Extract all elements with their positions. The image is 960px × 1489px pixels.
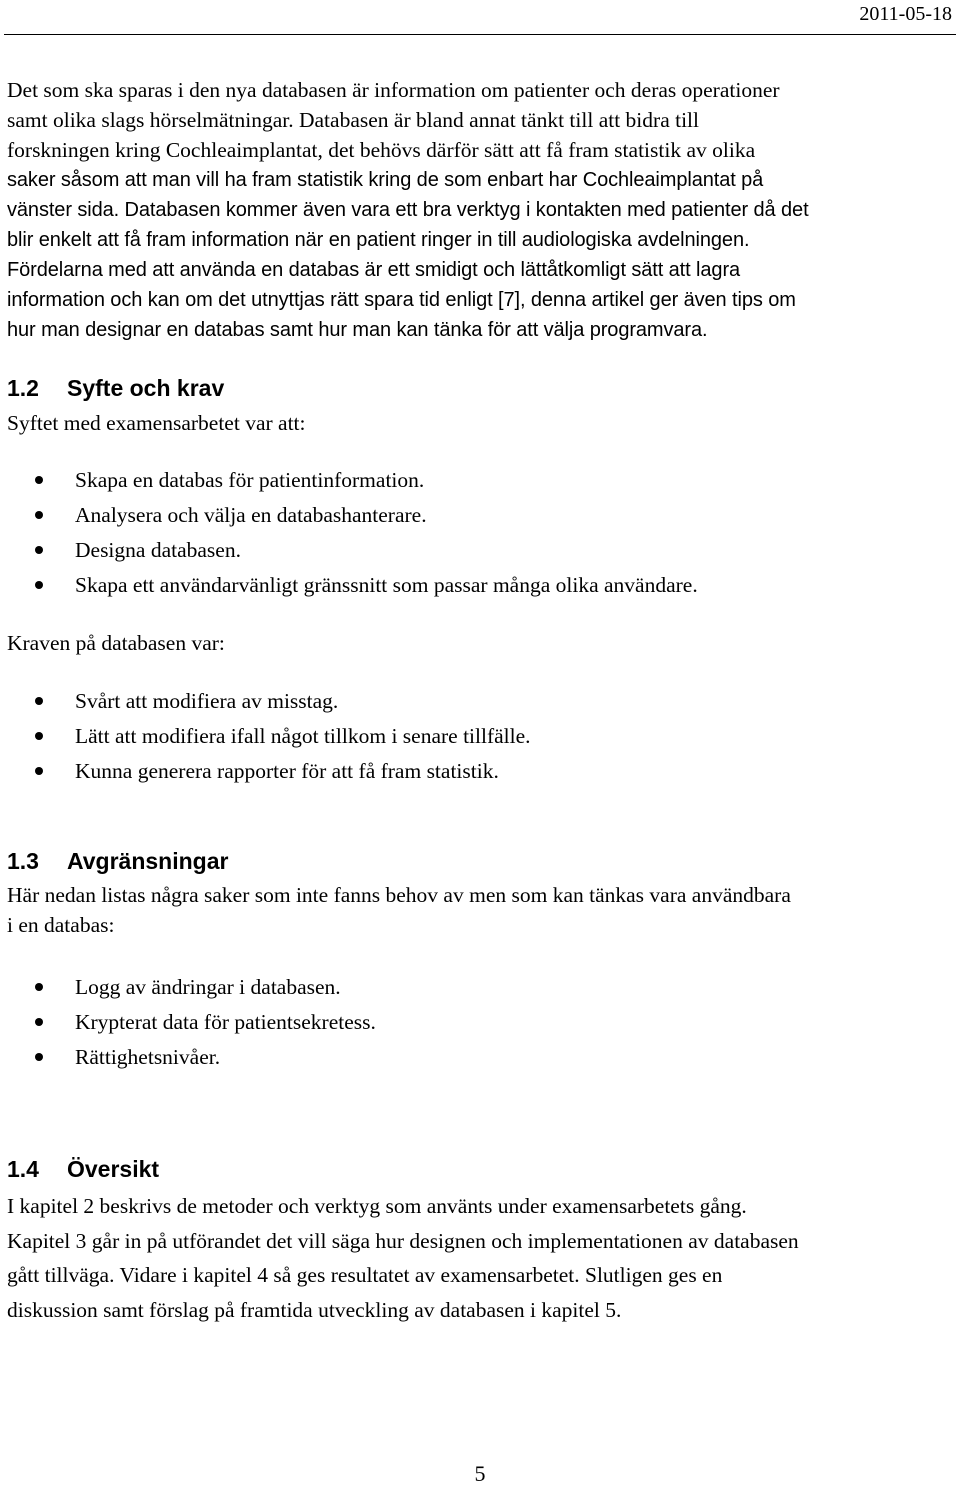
requirements-intro — [7, 628, 950, 658]
goals-list — [0, 465, 698, 605]
requirements-list — [0, 686, 531, 791]
section-1-4-paragraph — [7, 1189, 950, 1327]
list-item-text: Kunna generera rapporter för att få fram statistik. — [75, 759, 499, 783]
bullet-icon — [35, 697, 43, 705]
list-item — [0, 465, 698, 500]
list-item — [0, 756, 531, 791]
intro-line: information och kan om det utnyttjas rätt spara tid enligt [7], denna artikel ger även tips om — [7, 289, 796, 311]
bullet-icon — [35, 1018, 43, 1026]
paragraph-line: Syftet med examensarbetet var att: — [7, 411, 306, 435]
paragraph-line: Kapitel 3 går in på utförandet det vill säga hur designen och implementationen av databasen — [7, 1228, 799, 1253]
list-item-text: Skapa ett användarvänligt gränssnitt som passar många olika användare. — [75, 573, 698, 597]
bullet-icon — [35, 546, 43, 554]
bullet-icon — [35, 581, 43, 589]
section-number: 1.2 — [7, 375, 39, 401]
list-item-text: Analysera och välja en databashanterare. — [75, 503, 427, 527]
intro-line: vänster sida. Databasen kommer även vara ett bra verktyg i kontakten med patienter då det — [7, 199, 809, 221]
list-item — [0, 500, 698, 535]
section-title: Översikt — [67, 1156, 160, 1182]
bullet-icon — [35, 1053, 43, 1061]
list-item-text: Logg av ändringar i databasen. — [75, 975, 341, 999]
paragraph-line: I kapitel 2 beskrivs de metoder och verktyg som använts under examensarbetets gång. — [7, 1194, 747, 1218]
list-item — [0, 972, 376, 1007]
page-number: 5 — [474, 1461, 486, 1486]
list-item — [0, 1042, 376, 1077]
list-item — [0, 686, 531, 721]
list-item — [0, 721, 531, 756]
list-item — [0, 570, 698, 605]
section-title: Avgränsningar — [67, 848, 229, 874]
section-number: 1.3 — [7, 848, 39, 874]
paragraph-line: i en databas: — [7, 913, 115, 937]
bullet-icon — [35, 476, 43, 484]
intro-line: blir enkelt att få fram information när en patient ringer in till audiologiska avdelningen. — [7, 229, 750, 251]
list-item-text: Krypterat data för patientsekretess. — [75, 1010, 376, 1034]
bullet-icon — [35, 983, 43, 991]
paragraph-line: Här nedan listas några saker som inte fanns behov av men som kan tänkas vara användbara — [7, 883, 791, 907]
section-heading-1-3 — [7, 846, 228, 876]
paragraph-line: Kraven på databasen var: — [7, 631, 225, 655]
paragraph-line: diskussion samt förslag på framtida utveckling av databasen i kapitel 5. — [7, 1297, 622, 1322]
intro-line: samt olika slags hörselmätningar. Databasen är bland annat tänkt till att bidra till — [7, 108, 699, 132]
list-item-text: Svårt att modifiera av misstag. — [75, 689, 339, 713]
intro-line: saker såsom att man vill ha fram statistik kring de som enbart har Cochleaimplantat på — [7, 169, 764, 191]
list-item-text: Skapa en databas för patientinformation. — [75, 468, 425, 492]
section-heading-1-4 — [7, 1154, 159, 1184]
list-item — [0, 535, 698, 570]
limitations-list — [0, 972, 376, 1077]
header-divider — [4, 34, 956, 35]
list-item-text: Lätt att modifiera ifall något tillkom i senare tillfälle. — [75, 724, 531, 748]
intro-paragraph-sans — [7, 165, 950, 345]
list-item-text: Rättighetsnivåer. — [75, 1045, 221, 1069]
intro-line: Fördelarna med att använda en databas är ett smidigt och lättåtkomligt sätt att lagra — [7, 259, 741, 281]
intro-line: forskningen kring Cochleaimplantat, det behövs därför sätt att få fram statistik av olika — [7, 138, 756, 162]
section-heading-1-2 — [7, 373, 224, 403]
section-1-2-intro — [7, 408, 950, 438]
section-number: 1.4 — [7, 1156, 39, 1182]
list-item — [0, 1007, 376, 1042]
intro-line: Det som ska sparas i den nya databasen är information om patienter och deras operationer — [7, 78, 780, 102]
intro-line: hur man designar en databas samt hur man kan tänka för att välja programvara. — [7, 319, 708, 341]
header-date: 2011-05-18 — [859, 3, 952, 25]
section-1-3-intro — [7, 880, 950, 940]
bullet-icon — [35, 732, 43, 740]
bullet-icon — [35, 511, 43, 519]
intro-paragraph-serif — [7, 75, 950, 165]
list-item-text: Designa databasen. — [75, 538, 241, 562]
section-title: Syfte och krav — [67, 375, 225, 401]
paragraph-line: gått tillväga. Vidare i kapitel 4 så ges resultatet av examensarbetet. Slutligen ges en — [7, 1263, 723, 1287]
bullet-icon — [35, 767, 43, 775]
